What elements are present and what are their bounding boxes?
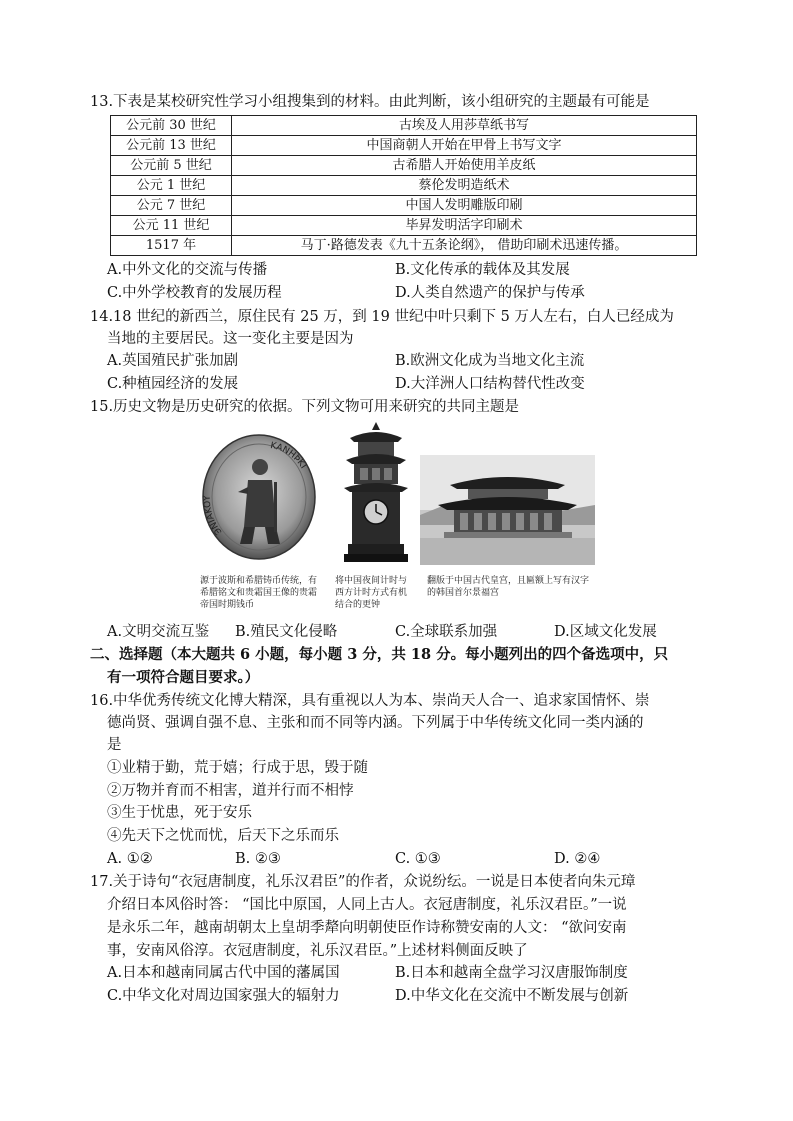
q13-table-era-cell: 公元 11 世纪 bbox=[111, 216, 232, 236]
q13-table-row bbox=[111, 236, 697, 256]
q17-option-d[interactable]: D.中华文化在交流中不断发展与创新 bbox=[395, 988, 629, 1004]
kushan-coin-image bbox=[200, 432, 318, 562]
q13-table-era-cell: 公元前 5 世纪 bbox=[111, 156, 232, 176]
coin-caption: 源于波斯和希腊铸币传统，有希腊铭文和贵霜国王像的贵霜帝国时期钱币 bbox=[200, 576, 318, 610]
q14-stem-line-2: 当地的主要居民。这一变化主要是因为 bbox=[107, 331, 354, 347]
q13-table-row bbox=[111, 176, 697, 196]
q17-stem-line-3: 是永乐二年，越南胡朝太上皇胡季犛向明朝使臣作诗称赞安南的人文： “欲问安南 bbox=[107, 920, 627, 936]
q13-table-era-cell: 1517 年 bbox=[111, 236, 232, 256]
q15-option-a[interactable]: A.文明交流互鉴 bbox=[107, 624, 210, 640]
q15-stem: 15.历史文物是历史研究的依据。下列文物可用来研究的共同主题是 bbox=[90, 399, 520, 415]
q13-table-event-cell: 中国商朝人开始在甲骨上书写文字 bbox=[232, 136, 697, 156]
q13-table-era-cell: 公元 7 世纪 bbox=[111, 196, 232, 216]
q13-table-event-cell: 古希腊人开始使用羊皮纸 bbox=[232, 156, 697, 176]
q15-option-c[interactable]: C.全球联系加强 bbox=[395, 624, 498, 640]
gyeongbokgung-palace-image bbox=[420, 455, 595, 565]
q16-stem-line-3: 是 bbox=[107, 737, 122, 753]
coin-legend-right: ΚΑΝΗϷΚΙ bbox=[269, 441, 308, 471]
q13-table-row bbox=[111, 136, 697, 156]
q15-option-d[interactable]: D.区域文化发展 bbox=[554, 624, 657, 640]
q14-option-b[interactable]: B.欧洲文化成为当地文化主流 bbox=[395, 353, 585, 369]
q17-option-b[interactable]: B.日本和越南全盘学习汉唐服饰制度 bbox=[395, 965, 628, 981]
q16-option-d[interactable]: D. ②④ bbox=[554, 851, 601, 867]
q13-table-era-cell: 公元前 30 世纪 bbox=[111, 116, 232, 136]
q14-option-d[interactable]: D.大洋洲人口结构替代性改变 bbox=[395, 376, 585, 392]
q16-stem-line-1: 16.中华优秀传统文化博大精深，具有重视以人为本、崇尚天人合一、追求家国情怀、崇 bbox=[90, 693, 650, 709]
q13-table-event-cell: 蔡伦发明造纸术 bbox=[232, 176, 697, 196]
q13-material-table bbox=[110, 115, 697, 256]
q16-item-1: ①业精于勤，荒于嬉；行成于思，毁于随 bbox=[107, 760, 368, 776]
q13-option-b[interactable]: B.文化传承的载体及其发展 bbox=[395, 262, 570, 278]
q13-table-event-cell: 古埃及人用莎草纸书写 bbox=[232, 116, 697, 136]
q17-stem-line-1: 17.关于诗句“衣冠唐制度，礼乐汉君臣”的作者，众说纷纭。一说是日本使者向朱元璋 bbox=[90, 874, 636, 890]
q17-option-c[interactable]: C.中华文化对周边国家强大的辐射力 bbox=[107, 988, 340, 1004]
q13-table-row bbox=[111, 216, 697, 236]
q16-option-b[interactable]: B. ②③ bbox=[235, 851, 281, 867]
q17-stem-line-4: 事，安南风俗淳。衣冠唐制度，礼乐汉君臣。”上述材料侧面反映了 bbox=[107, 943, 528, 959]
q13-option-a[interactable]: A.中外文化的交流与传播 bbox=[107, 262, 268, 278]
coin-legend-left: ЭNIAKOY bbox=[202, 495, 225, 537]
q15-option-b[interactable]: B.殖民文化侵略 bbox=[235, 624, 338, 640]
q13-table-row bbox=[111, 116, 697, 136]
section-2-heading-line-1: 二、选择题（本大题共 6 小题，每小题 3 分，共 18 分。每小题列出的四个备选项中，只 bbox=[90, 646, 669, 663]
q13-stem: 13.下表是某校研究性学习小组搜集到的材料。由此判断，该小组研究的主题最有可能是 bbox=[90, 94, 650, 110]
q13-option-d[interactable]: D.人类自然遗产的保护与传承 bbox=[395, 285, 585, 301]
chinese-western-clock-image bbox=[340, 420, 412, 565]
q16-option-c[interactable]: C. ①③ bbox=[395, 851, 441, 867]
q13-table-event-cell: 毕昇发明活字印刷术 bbox=[232, 216, 697, 236]
q14-stem-line-1: 14.18 世纪的新西兰，原住民有 25 万，到 19 世纪中叶只剩下 5 万人左右，白人已经成为 bbox=[90, 309, 674, 325]
q17-stem-line-2: 介绍日本风俗时答： “国比中原国，人同上古人。衣冠唐制度，礼乐汉君臣。”一说 bbox=[107, 897, 627, 913]
q13-table-row bbox=[111, 156, 697, 176]
q17-option-a[interactable]: A.日本和越南同属古代中国的藩属国 bbox=[107, 965, 340, 981]
q16-item-4: ④先天下之忧而忧，后天下之乐而乐 bbox=[107, 828, 339, 844]
q16-stem-line-2: 德尚贤、强调自强不息、主张和而不同等内涵。下列属于中华传统文化同一类内涵的 bbox=[107, 715, 644, 731]
q16-item-2: ②万物并育而不相害，道并行而不相悖 bbox=[107, 783, 354, 799]
q13-table-era-cell: 公元前 13 世纪 bbox=[111, 136, 232, 156]
palace-caption: 翻版于中国古代皇宫，且匾额上写有汉字的韩国首尔景福宫 bbox=[427, 576, 590, 598]
q14-option-c[interactable]: C.种植园经济的发展 bbox=[107, 376, 239, 392]
q15-artifact-figures bbox=[195, 420, 605, 620]
q13-option-c[interactable]: C.中外学校教育的发展历程 bbox=[107, 285, 282, 301]
q13-table-era-cell: 公元 1 世纪 bbox=[111, 176, 232, 196]
q16-option-a[interactable]: A. ①② bbox=[107, 851, 153, 867]
q16-item-3: ③生于忧患，死于安乐 bbox=[107, 805, 252, 821]
q13-table-event-cell: 马丁·路德发表《九十五条论纲》， 借助印刷术迅速传播。 bbox=[232, 236, 697, 256]
q13-table-row bbox=[111, 196, 697, 216]
q14-option-a[interactable]: A.英国殖民扩张加剧 bbox=[107, 353, 239, 369]
section-2-heading-line-2: 有一项符合题目要求。） bbox=[107, 669, 260, 686]
q13-table-event-cell: 中国人发明雕版印刷 bbox=[232, 196, 697, 216]
clock-caption: 将中国夜间计时与西方计时方式有机结合的更钟 bbox=[335, 576, 408, 610]
